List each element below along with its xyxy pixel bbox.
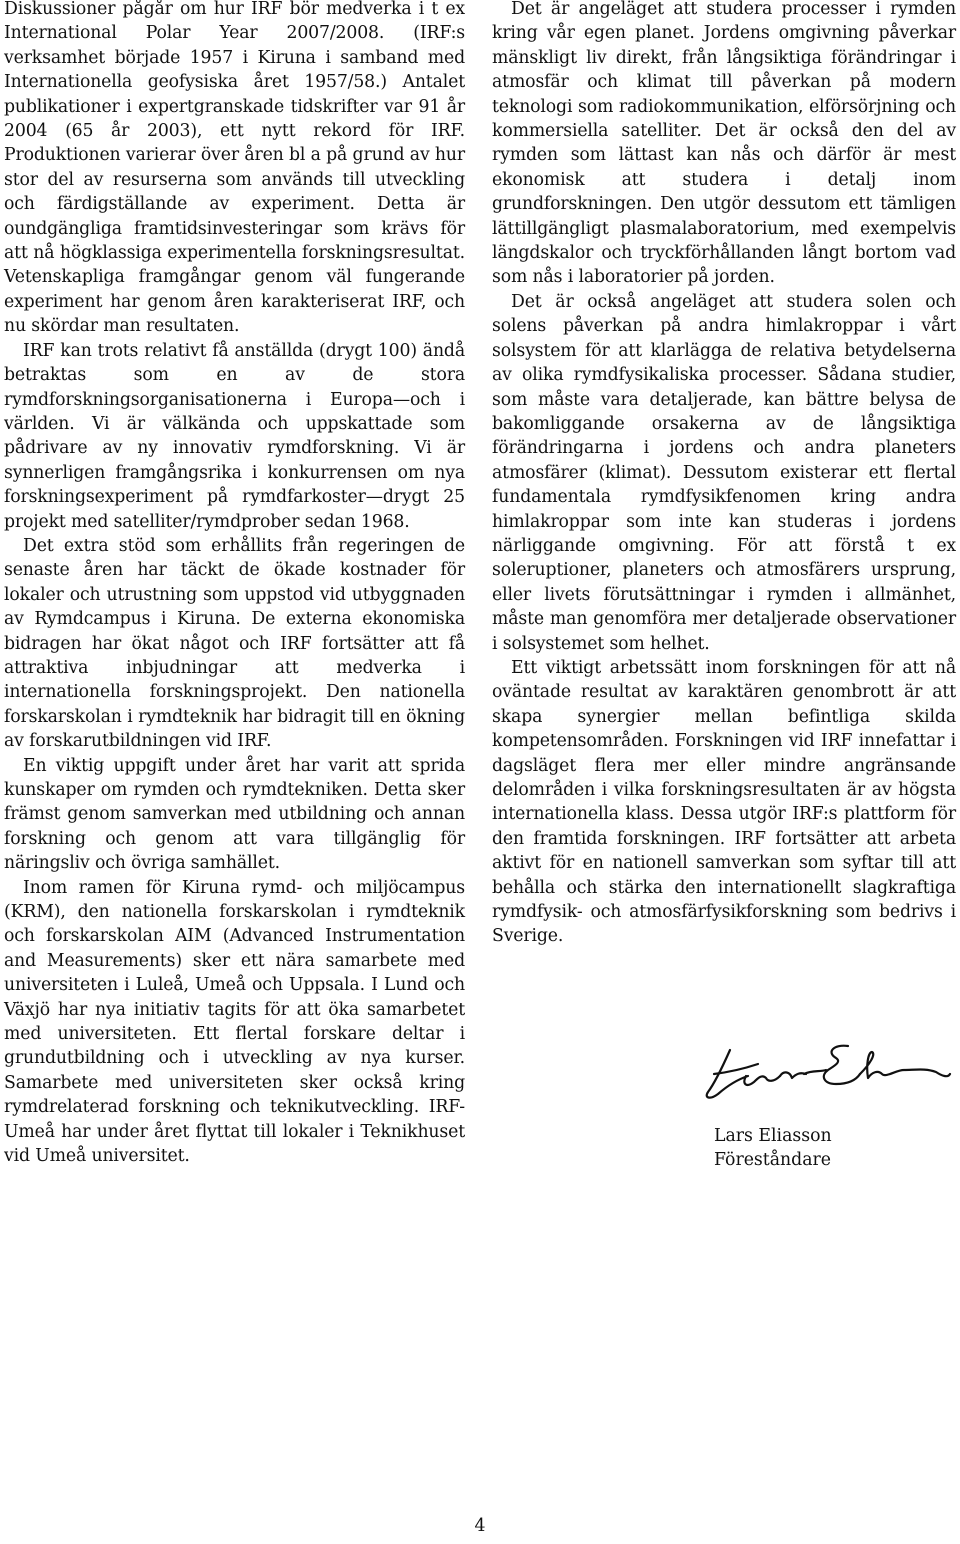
right-paragraph-2: Det är också angeläget att studera solen och solens påverkan på andra himlakroppar i vårt solsystem för att klarlägga de relativa betydelserna av olika rymdfysikaliska processer. Sådana studier, som måste vara detaljerade, kan bättre belysa de bakomliggande orsakerna av de långsiktiga förändringarna i jordens och andra planeters atmosfärer (klimat). Dessutom existerar ett flertal fundamentala rymdfysikfenomen kring andra himlakroppar som inte kan studeras i jordens närliggande omgivning. För att förstå t ex soleruptioner, planeters och atmosfärers ursprung, eller livets förutsättningar i rymden i allmänhet, måste man genomföra mer detaljerade observationer i solsystemet som helhet.: [492, 291, 956, 654]
signatory-name: Lars Eliasson: [714, 1126, 832, 1146]
left-paragraph-5: Inom ramen för Kiruna rymd- och miljöcampus (KRM), den nationella forskarskolan i rymdteknik och forskarskolan AIM (Advanced Instrumentation and Measurements) sker ett nära samarbete med universiteten i Luleå, Umeå och Uppsala. I Lund och Växjö har nya initiativ tagits för att öka samarbetet med universiteten. Ett flertal forskare deltar i grundutbildning och i utveckling av nya kurser. Samarbete med universiteten sker också kring rymdrelaterad forskning och teknikutveckling. IRF-Umeå har under året flyttat till lokaler i Teknikhuset vid Umeå universitet.: [4, 877, 465, 1167]
left-paragraph-2: IRF kan trots relativt få anställda (drygt 100) ändå betraktas som en av de stora rymdforskningsorganisationerna i Europa—och i världen. Vi är välkända och uppskattade som pådrivare av ny innovativ rymdforskning. Vi är synnerligen framgångsrika i konkurrensen om nya forskningsexperiment på rymdfarkoster—drygt 25 projekt med satelliter/rymdprober sedan 1968.: [4, 340, 465, 532]
left-text-column: [4, 0, 465, 1169]
page-number: 4: [474, 1516, 486, 1536]
signatory-title: Föreståndare: [714, 1150, 832, 1171]
signatory-block: [714, 1124, 832, 1173]
handwritten-signature: [700, 1040, 955, 1108]
right-paragraph-1: Det är angeläget att studera processer i rymden kring vår egen planet. Jordens omgivning påverkar mänskligt liv direkt, från långsiktiga förändringar i atmosfär och klimat till påverkan på modern teknologi som radiokommunikation, elförsörjning och kommersiella satelliter. Det är också den del av rymden som lättast kan nås och därför är mest ekonomisk att studera i detalj inom grundforskningen. Den utgör dessutom ett tämligen lättillgängligt plasmalaboratorium, med exempelvis längdskalor och tryckförhållanden långt bortom vad som nås i laboratorier på jorden.: [492, 0, 956, 288]
right-paragraph-3: Ett viktigt arbetssätt inom forskningen för att nå oväntade resultat av karaktären genombrott är att skapa synergier mellan befintliga skilda kompetensområden. Forskningen vid IRF innefattar i dagsläget flera mer eller mindre angränsande delområden i vilka forskningsresultaten är av högsta internationella klass. Dessa utgör IRF:s plattform för den framtida forskningen. IRF fortsätter att arbeta aktivt för en nationell samverkan som syftar till att behålla och stärka den internationellt slagkraftiga rymdfysik- och atmosfärfysikforskning som bedrivs i Sverige.: [492, 657, 956, 947]
left-paragraph-4: En viktig uppgift under året har varit att sprida kunskaper om rymden och rymdtekniken. Detta sker främst genom samverkan med utbildning och annan forskning och genom att vara tillgänglig för näringsliv och övriga samhället.: [4, 755, 465, 874]
left-paragraph-1: Diskussioner pågår om hur IRF bör medverka i t ex International Polar Year 2007/2008. (IRF:s verksamhet började 1957 i Kiruna i samband med Internationella geofysiska året 1957/58.) Antalet publikationer i expertgranskade tidskrifter var 91 år 2004 (65 år 2003), ett nytt rekord för IRF. Produktionen varierar över åren bl a på grund av hur stor del av resurserna som används till utveckling och färdigställande av experiment. Detta är oundgängliga framtidsinvesteringar som krävs för att nå högklassiga experimentella forskningsresultat. Vetenskapliga framgångar genom väl fungerande experiment har genom åren karakteriserat IRF, och nu skördar man resultaten.: [4, 0, 465, 337]
left-paragraph-3: Det extra stöd som erhållits från regeringen de senaste åren har täckt de ökade kostnader för lokaler och utrustning som uppstod vid utbyggnaden av Rymdcampus i Kiruna. De externa ekonomiska bidragen har ökat något och IRF fortsätter att få attraktiva inbjudningar att medverka i internationella forskningsprojekt. Den nationella forskarskolan i rymdteknik har bidragit till en ökning av forskarutbildningen vid IRF.: [4, 535, 465, 752]
right-text-column: [492, 0, 956, 949]
